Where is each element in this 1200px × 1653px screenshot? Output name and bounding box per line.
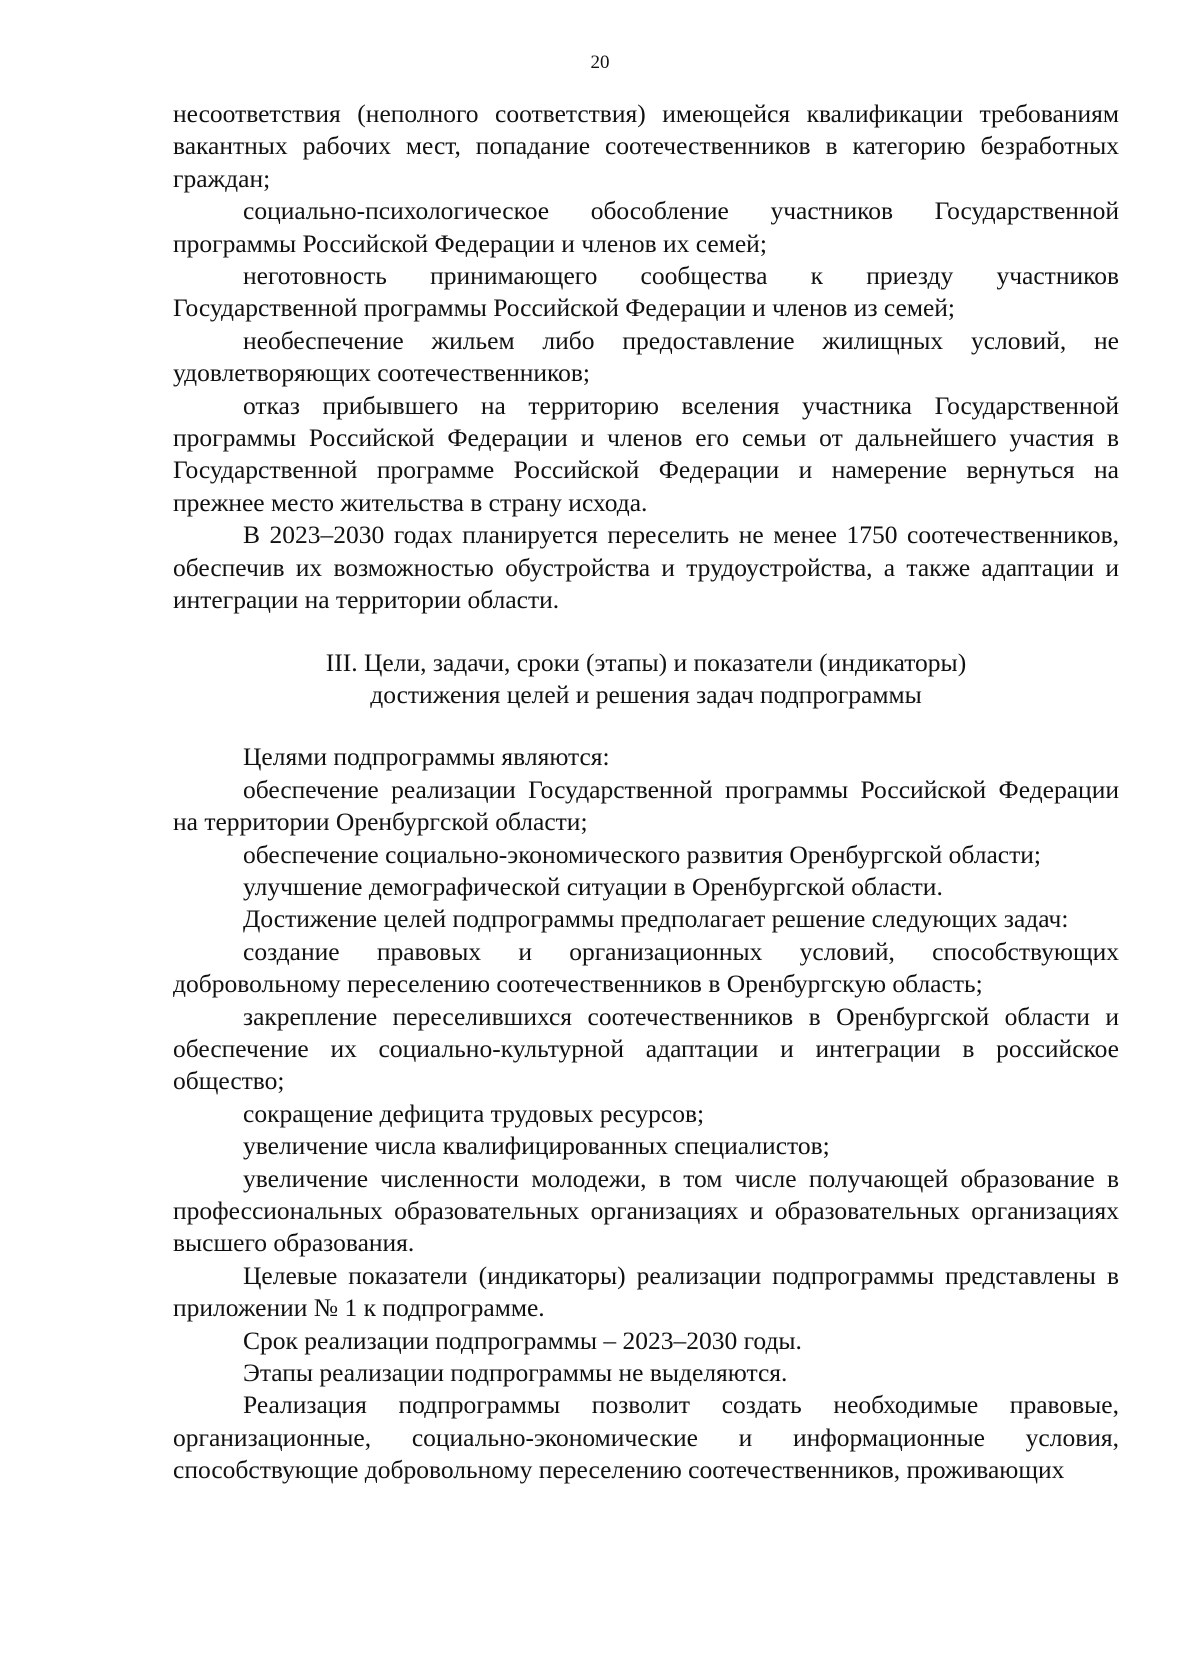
paragraph: необеспечение жильем либо предоставление жилищных условий, не удовлетворяющих соотечественников; <box>173 325 1119 388</box>
paragraph: В 2023–2030 годах планируется переселить не менее 1750 соотечественников, обеспечив их возможностью обустройства и трудоустройства, а также адаптации и интеграции на территории области. <box>173 520 1119 615</box>
paragraph: сокращение дефицита трудовых ресурсов; <box>243 1098 705 1128</box>
paragraph: Реализация подпрограммы позволит создать необходимые правовые, организационные, социально-экономические и информационные условия, способствующие добровольному переселению соотечественников, проживающих <box>173 1390 1119 1485</box>
paragraph: обеспечение реализации Государственной программы Российской Федерации на территории Оренбургской области; <box>173 774 1119 837</box>
paragraph: улучшение демографической ситуации в Оренбургской области. <box>243 871 943 901</box>
paragraph-continuation: несоответствия (неполного соответствия) имеющейся квалификации требованиям вакантных рабочих мест, попадание соотечественников в категорию безработных граждан; <box>173 99 1119 193</box>
paragraph: отказ прибывшего на территорию вселения участника Государственной программы Российской Федерации и членов его семьи от дальнейшего участия в Государственной программе Российской Федерации и намерение вернуться на прежнее место жительства в страну исхода. <box>173 390 1119 517</box>
paragraph: Достижение целей подпрограммы предполагает решение следующих задач: <box>243 904 1069 934</box>
paragraph: социально-психологическое обособление участников Государственной программы Российской Федерации и членов их семей; <box>173 196 1119 258</box>
paragraph: закрепление переселившихся соотечественников в Оренбургской области и обеспечение их социально-культурной адаптации и интеграции в российское общество; <box>173 1001 1119 1096</box>
paragraph: обеспечение социально-экономического развития Оренбургской области; <box>243 839 1041 869</box>
paragraph: Целями подпрограммы являются: <box>243 742 610 772</box>
paragraph: Этапы реализации подпрограммы не выделяются. <box>243 1358 788 1388</box>
paragraph: увеличение числа квалифицированных специалистов; <box>243 1131 830 1161</box>
section-heading-line-1: III. Цели, задачи, сроки (этапы) и показатели (индикаторы) <box>325 647 967 677</box>
paragraph: увеличение численности молодежи, в том числе получающей образование в профессиональных образовательных организациях и образовательных организациях высшего образования. <box>173 1163 1119 1258</box>
section-heading <box>173 647 1119 712</box>
paragraph: неготовность принимающего сообщества к приезду участников Государственной программы Российской Федерации и членов из семей; <box>173 261 1119 323</box>
page-number: 20 <box>590 52 610 73</box>
paragraph: создание правовых и организационных условий, способствующих добровольному переселению соотечественников в Оренбургскую область; <box>173 936 1119 999</box>
document-body <box>173 98 1119 1487</box>
section-heading-line-2: достижения целей и решения задач подпрограммы <box>370 679 922 709</box>
paragraph: Целевые показатели (индикаторы) реализации подпрограммы представлены в приложении № 1 к подпрограмме. <box>173 1260 1119 1323</box>
paragraph: Срок реализации подпрограммы – 2023–2030 годы. <box>243 1325 802 1355</box>
